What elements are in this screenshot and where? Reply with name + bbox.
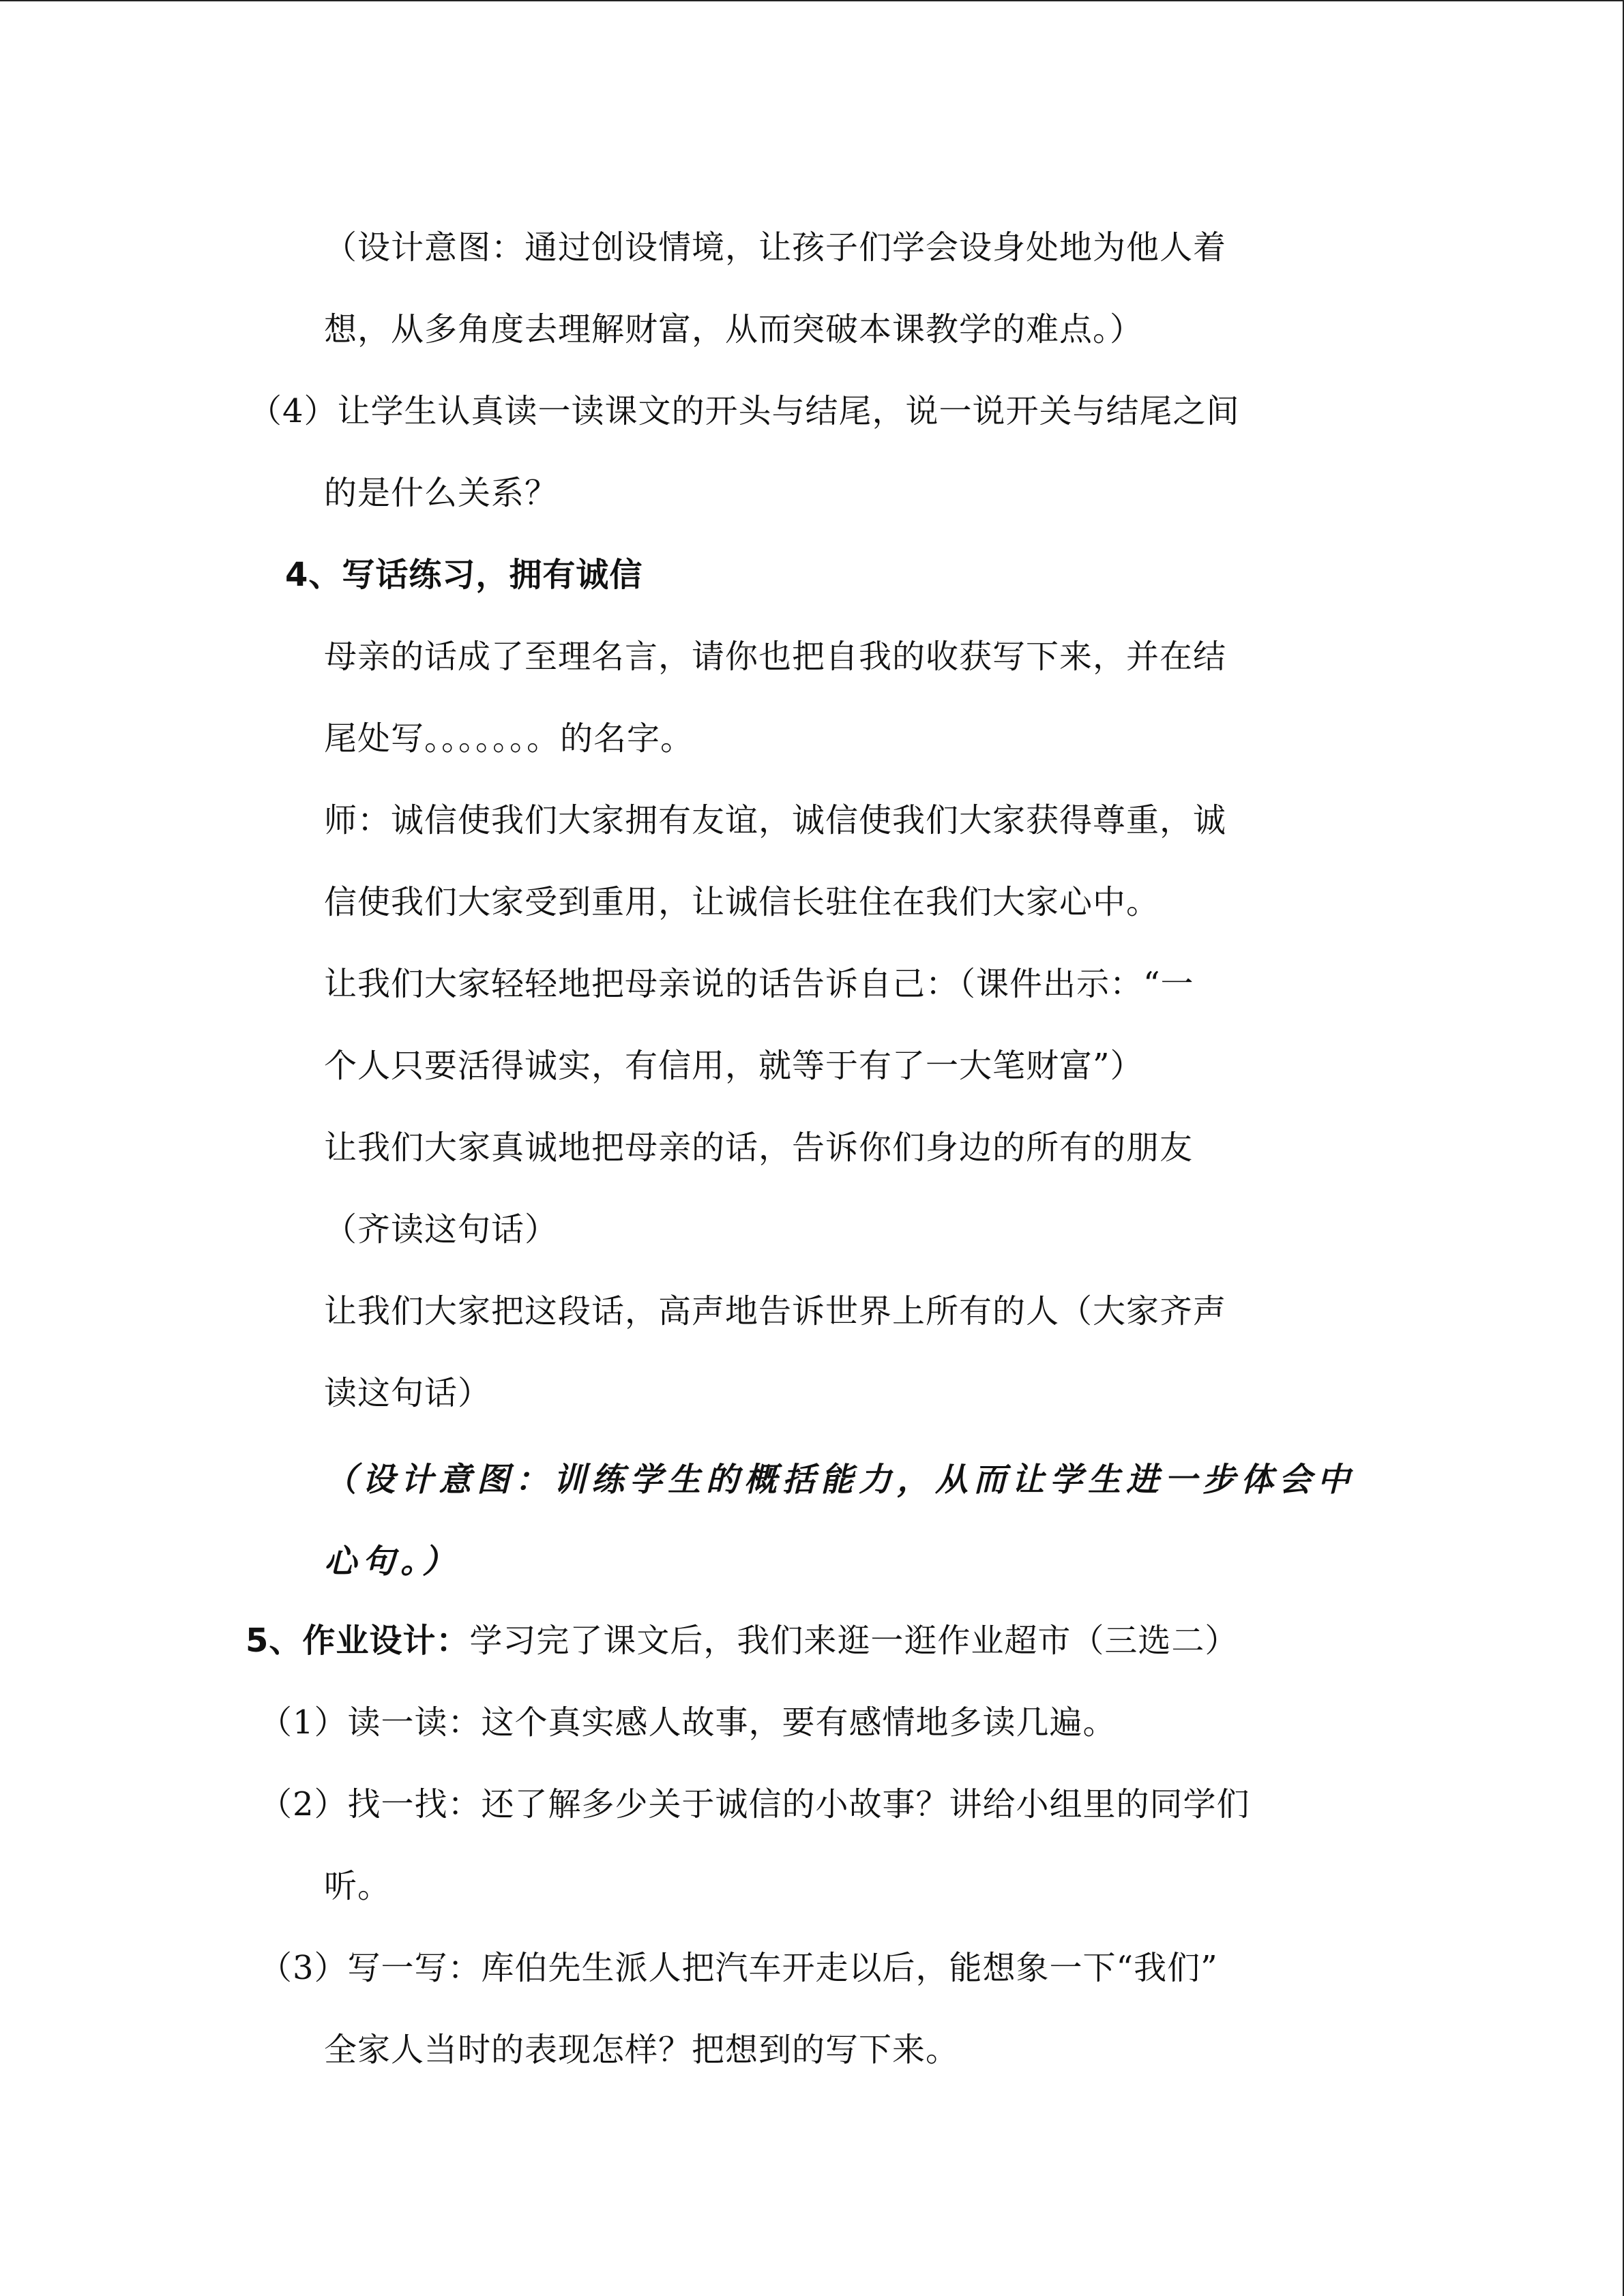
- homework-line: [246, 1620, 1238, 1661]
- text-line: 个人只要活得诚实，有信用，就等于有了一大笔财富”）: [324, 1047, 1144, 1085]
- text-line: 信使我们大家受到重用，让诚信长驻住在我们大家心中。: [324, 883, 1160, 921]
- homework-item: 全家人当时的表现怎样？把想到的写下来。: [324, 2031, 960, 2069]
- text-line: 让我们大家把这段话，高声地告诉世界上所有的人（大家齐声: [324, 1292, 1227, 1330]
- text-line: （齐读这句话）: [324, 1210, 559, 1249]
- homework-item: 听。: [324, 1867, 392, 1905]
- design-intent-line: （设计意图：训练学生的概括能力，从而让学生进一步体会中: [324, 1461, 1356, 1499]
- text-line: 让我们大家真诚地把母亲的话，告诉你们身边的所有的朋友: [324, 1129, 1194, 1167]
- homework-item: （1）读一读：这个真实感人故事，要有感情地多读几遍。: [259, 1703, 1117, 1742]
- text-line: （设计意图：通过创设情境，让孩子们学会设身处地为他人着: [324, 228, 1227, 267]
- homework-intro: 学习完了课文后，我们来逛一逛作业超市（三选二）: [469, 1622, 1239, 1660]
- text-line: 母亲的话成了至理名言，请你也把自我的收获写下来，并在结: [324, 638, 1227, 676]
- section-heading: 4、写话练习，拥有诚信: [285, 556, 643, 594]
- text-line: 让我们大家轻轻地把母亲说的话告诉自己：（课件出示：“一: [324, 965, 1194, 1003]
- text-line: 想，从多角度去理解财富，从而突破本课教学的难点。）: [324, 310, 1144, 348]
- text-line: 师：诚信使我们大家拥有友谊，诚信使我们大家获得尊重，诚: [324, 801, 1227, 839]
- homework-item: （2）找一找：还了解多少关于诚信的小故事？讲给小组里的同学们: [259, 1785, 1250, 1823]
- homework-heading: 5、作业设计：: [246, 1622, 470, 1660]
- text-line: （4）让学生认真读一读课文的开头与结尾，说一说开关与结尾之间: [249, 392, 1240, 430]
- text-line: 读这句话）: [324, 1374, 492, 1412]
- text-line: 的是什么关系？: [324, 474, 559, 512]
- design-intent-line: 心句。）: [324, 1542, 461, 1581]
- homework-item: （3）写一写：库伯先生派人把汽车开走以后，能想象一下“我们”: [259, 1949, 1218, 1987]
- text-line: 尾处写。。。。。。。的名字。: [324, 719, 694, 758]
